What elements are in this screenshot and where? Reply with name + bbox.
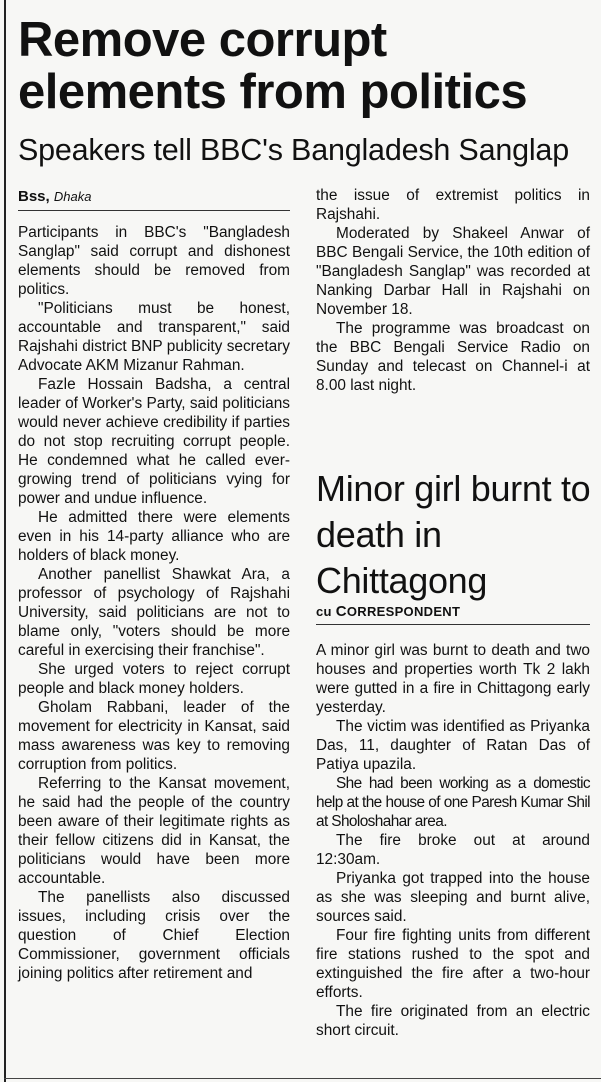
article-subheadline: Speakers tell BBC's Bangladesh Sanglap xyxy=(18,133,569,167)
body-paragraph: Another panellist Shawkat Ara, a professor of psychology of Rajshahi University, said politicians are not to blame only, "voters should be more careful in exercising their franchise". xyxy=(18,566,290,659)
body-paragraph: She urged voters to reject corrupt people and black money holders. xyxy=(18,661,290,697)
article-body-right-column xyxy=(316,186,590,395)
byline-word: ORRESPONDENT xyxy=(346,604,461,619)
byline-place: Dhaka xyxy=(53,189,92,204)
byline-rule xyxy=(18,210,290,211)
second-article-body xyxy=(316,641,590,1040)
body-paragraph: The programme was broadcast on the BBC Bengali Service Radio on Sunday and telecast on Channel-i at 8.00 last night. xyxy=(316,320,590,394)
body-paragraph: Four fire fighting units from different fire stations rushed to the spot and extinguished the fire after a two-hour efforts. xyxy=(316,927,590,1001)
article-headline: Remove corrupt elements from politics xyxy=(18,13,528,119)
body-paragraph: He admitted there were elements even in his 14-party alliance who are holders of black money. xyxy=(18,509,290,564)
body-paragraph: the issue of extremist politics in Rajshahi. xyxy=(316,187,590,223)
body-paragraph: Moderated by Shakeel Anwar of BBC Bengali Service, the 10th edition of "Bangladesh Sanglap" was recorded at Nanking Darbar Hall in Rajshahi on November 18. xyxy=(316,225,590,318)
page-border-line xyxy=(4,0,6,1082)
second-article-headline: Minor girl burnt to death in Chittagong xyxy=(316,468,591,601)
body-paragraph: Gholam Rabbani, leader of the movement for electricity in Kansat, said mass awareness was key to removing corruption from politics. xyxy=(18,699,290,773)
byline-source: Bss, xyxy=(18,188,50,205)
body-paragraph: The fire broke out at around 12:30am. xyxy=(316,832,590,868)
second-article-byline xyxy=(316,604,460,620)
article-byline xyxy=(18,188,91,206)
body-paragraph: Referring to the Kansat movement, he said had the people of the country been aware of their legitimate rights as their fellow citizens did in Kansat, the politicians would have been more accountable. xyxy=(18,775,290,887)
body-paragraph: The fire originated from an electric short circuit. xyxy=(316,1003,590,1039)
body-paragraph: Participants in BBC's "Bangladesh Sanglap" said corrupt and dishonest elements should be removed from politics. xyxy=(18,224,290,298)
second-byline-rule xyxy=(316,624,590,625)
body-paragraph: The victim was identified as Priyanka Das, 11, daughter of Ratan Das of Patiya upazila. xyxy=(316,718,590,773)
byline-cap-letter: C xyxy=(335,603,347,620)
body-paragraph: Priyanka got trapped into the house as she was sleeping and burnt alive, sources said. xyxy=(316,870,590,925)
byline-initials: cu xyxy=(316,604,332,619)
body-paragraph: She had been working as a domestic help at the house of one Paresh Kumar Shil at Sholoshahar area. xyxy=(316,775,590,830)
article-body-left-column xyxy=(18,223,290,983)
page-bottom-line xyxy=(4,1078,601,1079)
body-paragraph: A minor girl was burnt to death and two houses and properties worth Tk 2 lakh were gutted in a fire in Chittagong early yesterday. xyxy=(316,642,590,716)
body-paragraph: Fazle Hossain Badsha, a central leader of Worker's Party, said politicians would never achieve credibility if parties do not stop recruiting corrupt people. He condemned what he called ever-growing trend of politicians vying for power and undue influence. xyxy=(18,376,290,507)
body-paragraph: The panellists also discussed issues, including crisis over the question of Chief Election Commissioner, government officials joining politics after retirement and xyxy=(18,889,290,982)
body-paragraph: "Politicians must be honest, accountable and transparent," said Rajshahi district BNP publicity secretary Advocate AKM Mizanur Rahman. xyxy=(18,300,290,374)
